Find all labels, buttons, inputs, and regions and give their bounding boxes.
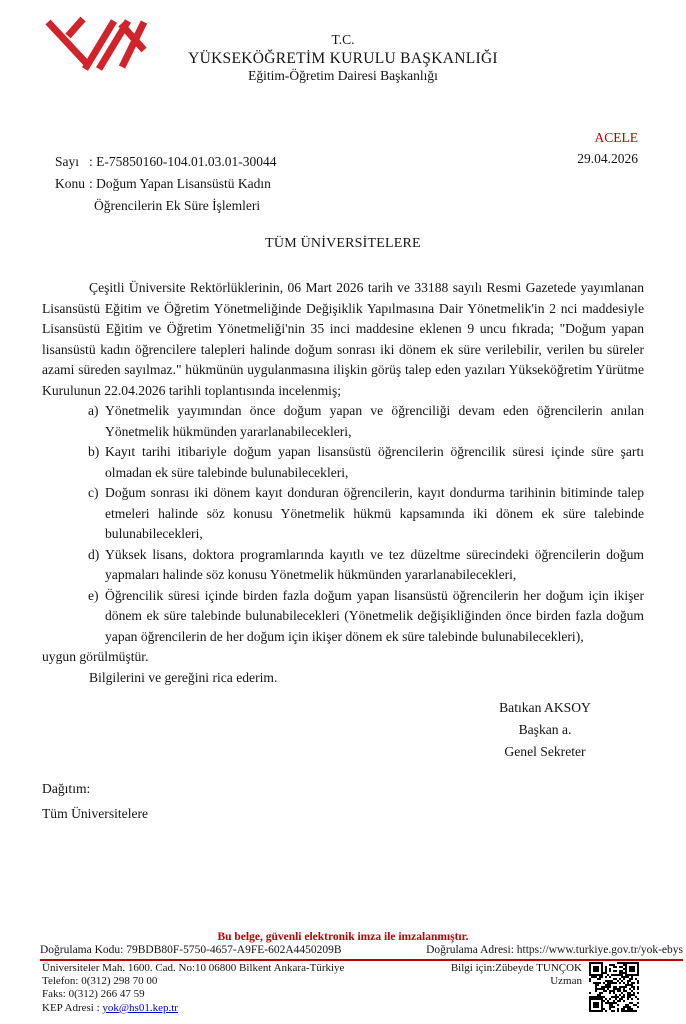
closing-request-line: Bilgilerini ve gereğini rica ederim.	[89, 669, 278, 685]
list-item-e	[42, 586, 644, 648]
sayi-label: Sayı	[55, 154, 80, 169]
list-item-b	[42, 442, 644, 483]
konu-value-line1: : Doğum Yapan Lisansüstü Kadın	[89, 176, 271, 191]
list-marker-b: b)	[88, 444, 100, 459]
signatory-title1: Başkan a.	[518, 722, 572, 737]
letterhead-dept: Eğitim-Öğretim Dairesi Başkanlığı	[248, 68, 438, 84]
contact-address-block	[42, 962, 344, 1015]
urgency-label: ACELE	[594, 130, 638, 145]
verification-address	[426, 944, 683, 956]
list-item-a	[42, 401, 644, 442]
document-meta	[55, 151, 276, 217]
list-text-d: Yüksek lisans, doktora programlarında kayıtlı ve tez düzeltme sürecindeki öğrencilerin doğum yapmaları halinde söz konusu Yönetmelik hükmünden yararlanabilecekleri,	[105, 546, 644, 582]
signature-block	[450, 697, 640, 763]
verification-code-value: 79BDB80F-5750-4657-A9FE-602A4450209B	[126, 944, 342, 956]
esign-notice: Bu belge, güvenli elektronik imza ile imzalanmıştır.	[217, 931, 469, 943]
letter-body	[42, 278, 644, 688]
closing-approval-line: uygun görülmüştür.	[42, 649, 149, 664]
verification-code	[40, 944, 342, 956]
list-marker-c: c)	[88, 485, 99, 500]
document-date: 29.04.2026	[577, 151, 638, 166]
list-item-c	[42, 483, 644, 545]
body-intro-paragraph: Çeşitli Üniversite Rektörlüklerinin, 06 Mart 2026 tarih ve 33188 sayılı Resmi Gazetede yayımlanan Lisansüstü Eğitim ve Öğretim Yönetmeliğinde Değişiklik Yapılmasına Dair Yönetmelik'in 2 nci maddesiyle Lisansüstü Eğitim ve Öğretim Yönetmeliği'nin 35 inci maddesine eklenen 9 uncu fıkrada; "Doğum yapan lisansüstü kadın öğrencilere talepleri halinde doğum sonrası iki dönem ek süre verilebilir, verilen bu süreler azami süreden sayılmaz." hükmünün uygulanmasına ilişkin görüş talep eden yazıları Yükseköğretim Yürütme Kurulunun 22.04.2026 tarihli toplantısında incelenmiş;	[42, 280, 644, 398]
verification-address-value: https://www.turkiye.gov.tr/yok-ebys	[516, 944, 683, 956]
letterhead	[0, 32, 686, 85]
list-text-b: Kayıt tarihi itibariyle doğum yapan lisansüstü öğrencilerin öğrencilik süresi içinde süre şartı olmadan ek süre talebinde bulunabilecekleri,	[105, 444, 644, 480]
distribution-item: Tüm Üniversitelere	[42, 806, 149, 821]
signatory-title2: Genel Sekreter	[504, 744, 586, 759]
list-text-c: Doğum sonrası iki dönem kayıt donduran öğrencilerin, kayıt dondurma tarihinin bitiminde talep etmeleri halinde söz konusu Yönetmelik hükmü kapsamında iki dönem ek süre talebinde bulunabilecekleri,	[105, 485, 644, 541]
list-text-a: Yönetmelik yayımından önce doğum yapan ve öğrenciliği devam eden öğrencilerin anılan Yönetmelik hükmünden yararlanabilecekleri,	[105, 403, 644, 439]
sayi-value: : E-75850160-104.01.03.01-30044	[89, 154, 277, 169]
verification-address-label: Doğrulama Adresi:	[426, 944, 514, 956]
list-text-e: Öğrencilik süresi içinde birden fazla doğum yapan lisansüstü öğrencilerin her doğum için ikişer dönem ek süre talebinde bulunabilecekleri (Yönetmelik değişikliğinden önce birden fazla doğum yapan öğrencilerin de her doğum için ikişer dönem ek süre talebinde bulunabilecekleri),	[105, 587, 644, 644]
distribution-label: Dağıtım:	[42, 781, 91, 796]
info-contact-title: Uzman	[550, 975, 582, 988]
sayi-row	[55, 151, 276, 173]
office-phone: Telefon: 0(312) 298 70 00	[42, 975, 158, 988]
office-fax: Faks: 0(312) 266 47 59	[42, 988, 145, 1001]
signatory-name: Batıkan AKSOY	[499, 700, 591, 715]
konu-label: Konu	[55, 176, 85, 191]
list-item-d	[42, 545, 644, 586]
kep-row	[42, 1002, 344, 1015]
office-address: Üniversiteler Mah. 1600. Cad. No:10 06800 Bilkent Ankara-Türkiye	[42, 962, 345, 974]
konu-value-line2: Öğrencilerin Ek Süre İşlemleri	[94, 198, 261, 213]
distribution-block	[42, 776, 148, 826]
recipient-line: TÜM ÜNİVERSİTELERE	[265, 236, 421, 251]
verification-row	[40, 944, 683, 961]
kep-label: KEP Adresi :	[42, 1001, 100, 1014]
info-contact-name: Bilgi için:Zübeyde TUNÇOK	[450, 962, 582, 974]
letterhead-tc: T.C.	[331, 32, 355, 47]
kep-address-link[interactable]: yok@hs01.kep.tr	[102, 1001, 178, 1014]
verification-code-label: Doğrulama Kodu:	[40, 944, 124, 956]
list-marker-a: a)	[88, 403, 99, 418]
qr-code	[589, 962, 639, 1012]
info-contact-block	[451, 962, 582, 988]
list-marker-d: d)	[88, 546, 100, 562]
konu-row	[55, 173, 276, 195]
list-marker-e: e)	[88, 587, 99, 603]
letterhead-org: YÜKSEKÖĞRETİM KURULU BAŞKANLIĞI	[188, 49, 498, 67]
